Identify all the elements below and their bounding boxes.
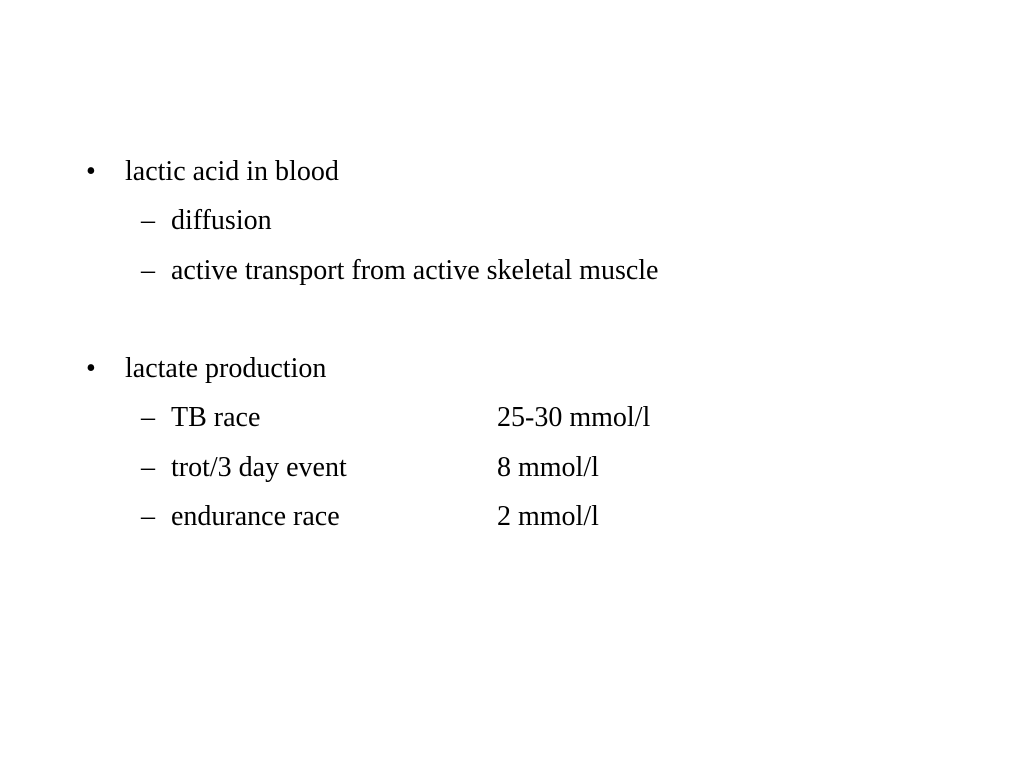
sub-item-value: 2 mmol/l — [497, 501, 599, 532]
dash-marker: – — [141, 452, 155, 483]
sub-item-label: diffusion — [171, 205, 272, 236]
dash-marker: – — [141, 255, 155, 286]
bullet-heading: lactate production — [125, 353, 327, 384]
bullet-marker: • — [86, 353, 96, 384]
dash-marker: – — [141, 501, 155, 532]
dash-marker: – — [141, 402, 155, 433]
bullet-marker: • — [86, 156, 96, 187]
sub-item-label: active transport from active skeletal muscle — [171, 255, 659, 286]
bullet-heading: lactic acid in blood — [125, 156, 339, 187]
sub-item-value: 25-30 mmol/l — [497, 402, 651, 433]
sub-item-label: TB race — [171, 402, 261, 433]
sub-item-label: endurance race — [171, 501, 340, 532]
sub-item-value: 8 mmol/l — [497, 452, 599, 483]
dash-marker: – — [141, 205, 155, 236]
sub-item-label: trot/3 day event — [171, 452, 347, 483]
